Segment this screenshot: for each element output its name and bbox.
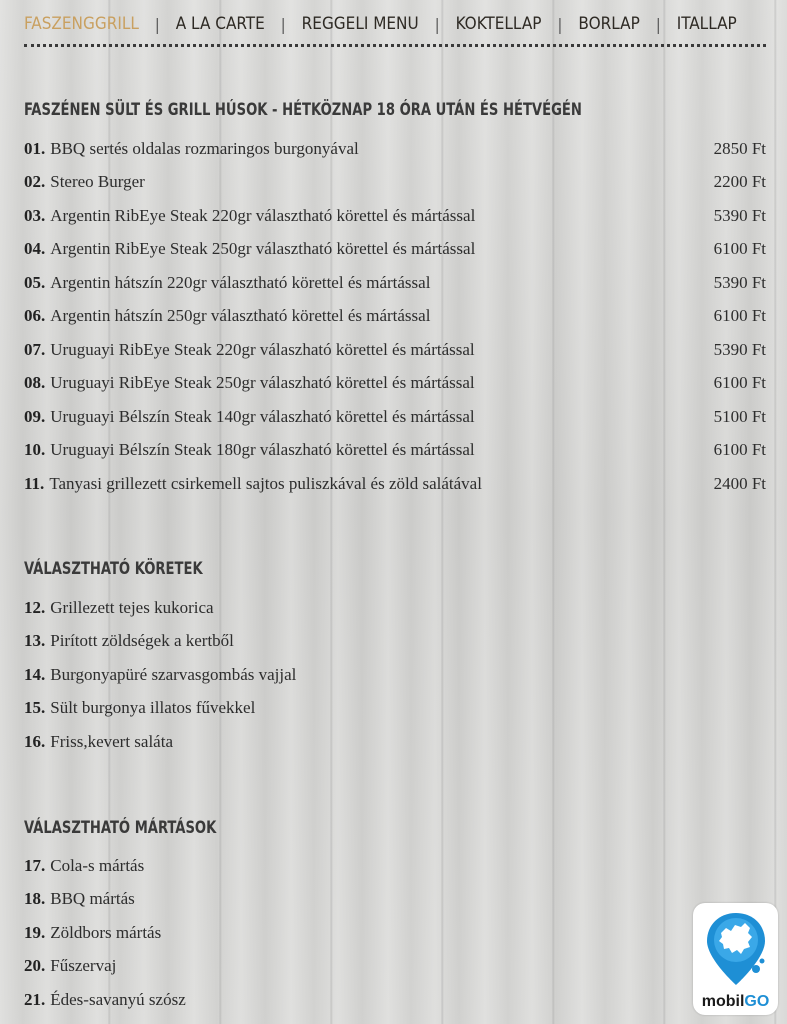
menu-item [24,725,766,759]
item-number: 03. [24,205,46,225]
item-name: Friss,kevert saláta [50,731,173,751]
menu-item [24,400,766,434]
item-number: 12. [24,597,46,617]
item-name: Argentin hátszín 220gr választható körettel és mártással [50,272,431,292]
item-number: 14. [24,664,46,684]
item-price: 5390 Ft [713,339,766,359]
item-name: Zöldbors mártás [50,922,162,942]
item-price: 5390 Ft [713,205,766,225]
item-number: 18. [24,889,46,909]
item-name: Uruguayi RibEye Steak 220gr válaszható körettel és mártással [50,339,475,359]
item-name: Cola-s mártás [50,855,145,875]
nav-separator: | [154,14,160,34]
top-nav [24,6,766,42]
item-number: 17. [24,855,46,875]
mobilgo-logo-text [693,993,778,1011]
menu-item [24,199,766,233]
item-name: Argentin RibEye Steak 220gr választható körettel és mártással [50,205,476,225]
item-name: Édes-savanyú szósz [50,989,186,1009]
item-number: 02. [24,172,46,192]
item-number: 07. [24,339,46,359]
item-price: 6100 Ft [713,239,766,259]
item-number: 05. [24,272,46,292]
item-name: Argentin hátszín 250gr választható körettel és mártással [50,306,431,326]
item-number: 04. [24,239,46,259]
menu-item [24,625,766,659]
nav-item-koktellap[interactable]: KOKTELLAP [455,14,542,34]
item-price: 2850 Ft [713,138,766,158]
item-number: 01. [24,138,46,158]
nav-divider [24,44,766,47]
nav-item-borlap[interactable]: BORLAP [578,14,640,34]
menu-item [24,266,766,300]
item-number: 10. [24,440,46,460]
menu-item [24,367,766,401]
item-name: Fűszervaj [50,956,117,976]
item-name: Uruguayi Bélszín Steak 140gr válaszható körettel és mártással [50,406,475,426]
item-number: 09. [24,406,46,426]
menu-item [24,132,766,166]
sides-menu-list [24,591,766,759]
menu-item [24,692,766,726]
item-name: Pirított zöldségek a kertből [50,631,234,651]
nav-item-itallap[interactable]: ITALLAP [676,14,737,34]
item-number: 16. [24,731,46,751]
section-title-sides: VÁLASZTHATÓ KÖRETEK [24,559,203,579]
menu-item [24,467,766,501]
menu-item [24,950,766,984]
sauces-menu-list [24,849,766,1017]
menu-item [24,233,766,267]
nav-separator: | [434,14,440,34]
menu-item [24,658,766,692]
map-pin-europe-icon [704,911,768,987]
menu-item [24,883,766,917]
item-name: Burgonyapüré szarvasgombás vajjal [50,664,297,684]
item-price: 6100 Ft [713,306,766,326]
item-number: 08. [24,373,46,393]
item-number: 20. [24,956,46,976]
item-number: 19. [24,922,46,942]
item-price: 5390 Ft [713,272,766,292]
item-name: Uruguayi Bélszín Steak 180gr válaszható körettel és mártással [50,440,475,460]
nav-item-reggeli-menu[interactable]: REGGELI MENU [301,14,419,34]
menu-item [24,434,766,468]
item-name: Grillezett tejes kukorica [50,597,214,617]
item-price: 5100 Ft [713,406,766,426]
item-name: Stereo Burger [50,172,145,192]
item-price: 6100 Ft [713,440,766,460]
menu-item [24,849,766,883]
item-name: Argentin RibEye Steak 250gr választható körettel és mártással [50,239,476,259]
item-price: 6100 Ft [713,373,766,393]
mobilgo-badge[interactable] [693,903,778,1015]
section-title-sauces: VÁLASZTHATÓ MÁRTÁSOK [24,818,217,838]
item-name: Sült burgonya illatos fűvekkel [50,698,256,718]
menu-item [24,333,766,367]
item-number: 21. [24,989,46,1009]
nav-item-a-la-carte[interactable]: A LA CARTE [175,14,265,34]
item-number: 13. [24,631,46,651]
item-number: 11. [24,473,45,493]
item-price: 2200 Ft [713,172,766,192]
brand-suffix: GO [744,993,770,1010]
menu-item [24,166,766,200]
menu-item [24,916,766,950]
nav-separator: | [280,14,286,34]
menu-item [24,591,766,625]
menu-item [24,300,766,334]
menu-item [24,983,766,1017]
item-price: 2400 Ft [713,473,766,493]
item-name: Uruguayi RibEye Steak 250gr válaszható körettel és mártással [50,373,475,393]
brand-prefix: mobil [701,993,745,1010]
nav-item-faszenggrill[interactable]: FASZENGGRILL [24,14,139,34]
item-number: 15. [24,698,46,718]
item-name: Tanyasi grillezett csirkemell sajtos puliszkával és zöld salátával [49,473,482,493]
nav-separator: | [557,14,563,34]
nav-separator: | [655,14,661,34]
grill-menu-list [24,132,766,501]
item-name: BBQ sertés oldalas rozmaringos burgonyával [50,138,359,158]
section-title-grill: FASZÉNEN SÜLT ÉS GRILL HÚSOK - HÉTKÖZNAP 18 ÓRA UTÁN ÉS HÉTVÉGÉN [24,100,582,120]
item-number: 06. [24,306,46,326]
item-name: BBQ mártás [50,889,135,909]
